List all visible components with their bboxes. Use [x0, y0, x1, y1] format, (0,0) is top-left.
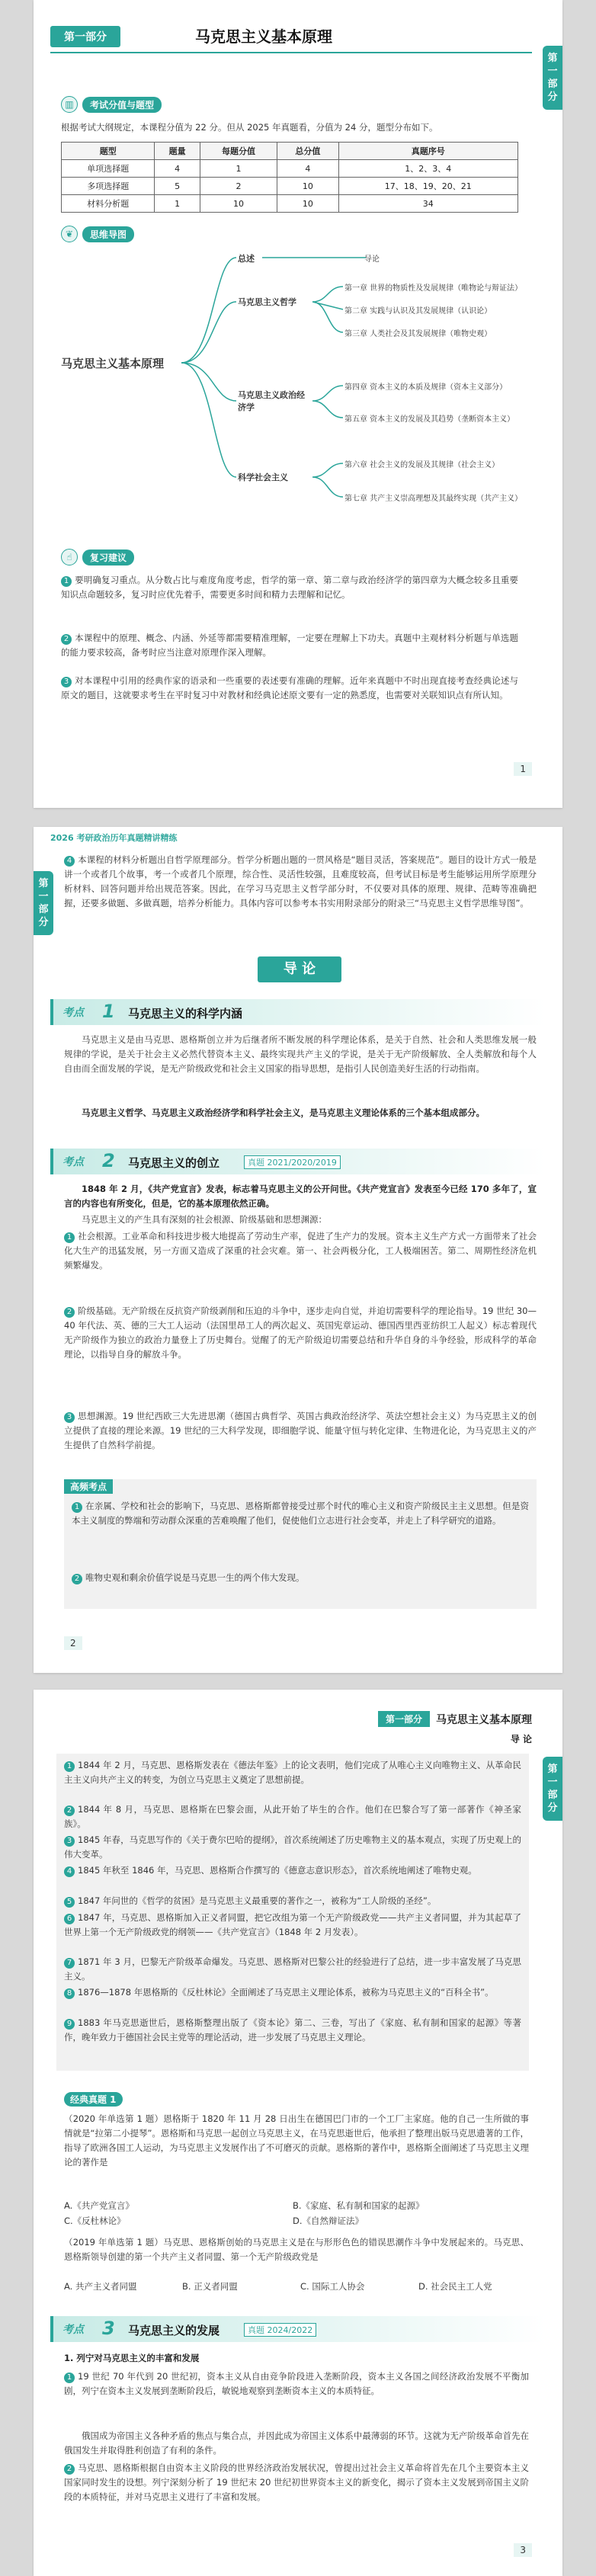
table-cell: 5 [155, 178, 200, 195]
section-exam [61, 96, 162, 113]
exam-question: （2019 年单选第 1 题）马克思、恩格斯创始的马克思主义是在与形形色色的错误思潮作斗争中发展起来的。马克思、恩格斯领导创建的第一个共产主义者同盟、第一个无产阶级政党是 [64, 2237, 529, 2262]
mindmap-branch: 马克思主义哲学 [238, 297, 296, 307]
side-tab-char: 部 [547, 78, 558, 90]
number-badge: 3 [64, 1836, 75, 1847]
side-tab-char: 部 [38, 904, 49, 915]
table-cell: 1 [155, 195, 200, 213]
page-title: 马克思主义基本原理 [436, 1713, 532, 1726]
side-tab-char: 分 [38, 917, 49, 928]
mindmap-root: 马克思主义基本原理 [61, 357, 165, 370]
mindmap-branch: 科学社会主义 [238, 473, 288, 482]
timeline-item [64, 1894, 521, 1908]
running-head: 2026 考研政治历年真题精讲精练 [50, 833, 178, 843]
hand-pointer-icon: ☝ [61, 549, 78, 566]
exam-option: D.《自然辩证法》 [293, 2216, 364, 2226]
table-cell: 材料分析题 [62, 195, 155, 213]
intro-text: 本课程的材料分析题出自哲学原理部分。哲学分析题出题的一贯风格是“题目灵活，答案规范”。题目的设计方式一般是讲一个或者几个故事，考一个或者几个原理，综合性、灵活性较强，且难度较高，但考试目标是考生能够运用所学原理分析材料、回答问题并给出规范答案。因此，在学习马克思主义哲学部分时，不仅要对具体的原理、规律、范畴等准确把握，还要多做题、多做真题，培养分析能力。具体内容可以参考本书实用附录部分的附录三“马克思主义哲学思维导图”。 [64, 854, 537, 908]
page-1 [34, 0, 562, 808]
mindmap-top: 总述 [238, 254, 255, 264]
bar-chart-icon: ▥ [61, 96, 78, 113]
number-badge: 1 [64, 1761, 75, 1772]
number-badge: 3 [64, 1412, 75, 1423]
side-tab-char: 分 [547, 1802, 558, 1814]
number-badge: 3 [61, 677, 72, 687]
number-badge: 1 [61, 576, 72, 587]
mindmap-link [312, 287, 343, 332]
tip-text: 本课程中的原理、概念、内涵、外延等都需要精准理解，一定要在理解上下功夫。真题中主观材料分析题与单选题的能力要求较高，备考时应当注意对原理作深入理解。 [61, 633, 518, 658]
knowledge-point-bar [50, 2316, 546, 2342]
timeline-item [64, 1863, 521, 1878]
table-cell: 1 [200, 160, 277, 178]
kd3-paragraph: 俄国成为帝国主义各种矛盾的焦点与集合点，并因此成为帝国主义体系中最薄弱的环节。这就为无产阶级革命首先在俄国发生并取得胜利创造了有利的条件。 [64, 2430, 529, 2456]
number-badge: 1 [64, 2373, 75, 2383]
box-item [72, 1499, 529, 1528]
kd1-paragraph: 马克思主义是由马克思、恩格斯创立并为后继者所不断发展的科学理论体系，是关于自然、社会和人类思维发展一般规律的学说，是关于社会主义必然代替资本主义、最终实现共产主义的学说，是关于无产阶级解放、全人类解放和每个人自由而全面发展的学说，是无产阶级政党和社会主义国家的指导思想，是指引人民创造美好生活的行动指南。 [64, 1034, 537, 1074]
exam-option: A.《共产党宣言》 [64, 2200, 134, 2211]
page-subtitle: 导 论 [510, 1734, 532, 1745]
number-badge: 5 [64, 1897, 75, 1908]
exam-year-tag: 真题 2024/2022 [244, 2323, 316, 2337]
table-cell: 4 [155, 160, 200, 178]
mindmap-leaf: 第六章 社会主义的发展及其规律（社会主义） [344, 461, 500, 469]
knowledge-point-bar [50, 999, 546, 1025]
table-cell: 2 [200, 178, 277, 195]
number-badge: 1 [64, 1232, 75, 1243]
kd2-paragraph: 1848 年 2 月，《共产党宣言》发表，标志着马克思主义的公开问世。《共产党宣言》发表至今已经 170 多年了，宣言的内容也有所变化，但是，它的基本原理依然正确。 [64, 1184, 537, 1209]
timeline-item [64, 1802, 521, 1831]
kd-title: 马克思主义的创立 [128, 1156, 220, 1170]
mindmap-leaf: 第四章 资本主义的本质及规律（资本主义部分） [344, 383, 508, 392]
mindmap-link [312, 463, 343, 497]
section-mindmap [61, 226, 134, 242]
tip-item [61, 674, 518, 703]
box-item-text: 唯物史观和剩余价值学说是马克思一生的两个伟大发现。 [85, 1572, 305, 1583]
section-label: 复习建议 [82, 549, 134, 566]
side-tab-char: 一 [38, 891, 49, 902]
table-row [62, 160, 518, 178]
kd2-item-text: 思想渊源。19 世纪西欧三大先进思潮（德国古典哲学、英国古典政治经济学、英法空想社会主义）为马克思主义的创立提供了直接的理论来源。19 世纪的三大科学发现，即细胞学说、能量守恒与转化定律、生物进化论，为马克思主义的产生提供了自然科学前提。 [64, 1411, 537, 1450]
mindmap-leaf: 第五章 资本主义的发展及其趋势（垄断资本主义） [344, 415, 515, 424]
timeline-text: 1845 年秋至 1846 年，马克思、恩格斯合作撰写的《德意志意识形态》，首次系统地阐述了唯物史观。 [78, 1865, 477, 1876]
side-tab [34, 871, 53, 935]
number-badge: 4 [64, 856, 75, 867]
part-badge: 第一部分 [50, 26, 120, 47]
number-badge: 2 [72, 1574, 82, 1584]
part-badge: 第一部分 [378, 1711, 430, 1727]
timeline-text: 1847 年，马克思、恩格斯加入正义者同盟，把它改组为第一个无产阶级政党——共产主义者同盟，并为其起草了世界上第一个无产阶级政党的纲领——《共产党宣言》（1848 年 2 月发表）。 [64, 1912, 521, 1937]
side-tab-char: 第 [547, 1764, 558, 1775]
number-badge: 6 [64, 1914, 75, 1924]
timeline-text: 1883 年马克思逝世后，恩格斯整理出版了《资本论》第二、三卷，写出了《家庭、私有制和国家的起源》等著作，晚年致力于德国社会民主党等的理论活动，进一步发展了马克思主义理论。 [64, 2017, 521, 2043]
exam-intro: 根据考试大纲规定，本课程分值为 22 分。但从 2025 年真题看，分值为 24 分，题型分布如下。 [61, 122, 438, 133]
mindmap-link [181, 258, 236, 363]
kd3-item-text: 马克思、恩格斯根据自由资本主义阶段的世界经济政治发展状况，曾提出过社会主义革命将首先在几个主要资本主义国家同时发生的设想。列宁深刻分析了 19 世纪末 20 世纪初世界资本主义的新变化，揭示了资本主义发展到帝国主义阶段的本质特征，并对马克思主义进行了丰富和发展。 [64, 2462, 529, 2502]
page-number: 3 [514, 2543, 532, 2557]
table-cell: 17、18、19、20、21 [338, 178, 517, 195]
section-tips [61, 549, 134, 566]
page-number: 2 [64, 1636, 82, 1650]
exam-option: A. 共产主义者同盟 [64, 2281, 137, 2292]
kd-number: 1 [102, 1001, 115, 1022]
kd-title: 马克思主义的科学内涵 [128, 1007, 243, 1020]
number-badge: 1 [72, 1502, 82, 1513]
table-header: 每题分值 [200, 143, 277, 160]
timeline-text: 1876—1878 年恩格斯的《反杜林论》全面阐述了马克思主义理论体系，被称为马克思主义的“百科全书”。 [78, 1987, 494, 1998]
exam-option: C.《反杜林论》 [64, 2216, 126, 2226]
kd2-item [64, 1304, 537, 1362]
mindmap-leaf: 第三章 人类社会及其发展规律（唯物史观） [344, 330, 492, 338]
page-3 [34, 1690, 562, 2576]
table-cell: 单项选择题 [62, 160, 155, 178]
table-row [62, 178, 518, 195]
kd3-item-text: 19 世纪 70 年代到 20 世纪初，资本主义从自由竞争阶段进入垄断阶段，资本主义各国之间经济政治发展不平衡加剧，列宁在资本主义发展到垄断阶段后，敏锐地观察到垄断资本主义的本质特征。 [64, 2371, 529, 2396]
table-header: 总分值 [277, 143, 338, 160]
table-header: 真题序号 [338, 143, 517, 160]
knowledge-point-bar [50, 1149, 546, 1174]
kd-title: 马克思主义的发展 [128, 2324, 220, 2337]
kd2-item-text: 社会根源。工业革命和科技进步极大地提高了劳动生产率，促进了生产力的发展。资本主义生产方式一方面带来了社会化大生产的迅猛发展，另一方面又造成了深重的社会灾难。第一、社会两极分化，工人极端困苦。第二、周期性经济危机频繁爆发。 [64, 1231, 537, 1270]
table-cell: 10 [277, 195, 338, 213]
mindmap-leaf: 第一章 世界的物质性及发展规律（唯物论与辩证法） [344, 284, 523, 293]
kd2-item [64, 1229, 537, 1273]
exam-box-title: 经典真题 1 [64, 2092, 123, 2107]
exam-question: （2020 年单选第 1 题）恩格斯于 1820 年 11 月 28 日出生在德国巴门市的一个工厂主家庭。他的自己一生所做的事情就是“拉第二小提琴”。恩格斯和马克思一起创立马克思主义，在马克思逝世后，他承担了整理出版马克思遗著的工作，指导了欧洲各国工人运动，为马克思主义发展作出了不可磨灭的贡献。恩格斯的著作中，恩格斯全面阐述了马克思主义理论的著作是 [64, 2113, 529, 2167]
side-tab [543, 46, 562, 110]
table-cell: 10 [277, 178, 338, 195]
side-tab-char: 第 [547, 53, 558, 64]
kd3-item [64, 2369, 529, 2398]
kd-number: 2 [102, 1150, 115, 1171]
score-table [61, 142, 518, 213]
table-cell: 1、2、3、4 [338, 160, 517, 178]
mindmap-link [312, 386, 343, 418]
table-cell: 34 [338, 195, 517, 213]
intro-paragraph [64, 853, 537, 911]
kd-number: 3 [102, 2318, 115, 2339]
kd3-subheading: 1. 列宁对马克思主义的丰富和发展 [64, 2353, 200, 2363]
timeline-item [64, 1955, 521, 1984]
mindmap-link [181, 363, 236, 477]
timeline-item [64, 2016, 521, 2045]
kd2-item-text: 阶级基础。无产阶级在反抗资产阶级剥削和压迫的斗争中，逐步走向自觉，并迫切需要科学的理论指导。19 世纪 30—40 年代法、英、德的三大工人运动（法国里昂工人的两次起义、英国宪章运动、德国西里西亚纺织工人起义）标志着现代无产阶级作为独立的政治力量登上了历史舞台。觉醒了的无产阶级迫切需要总结和升华自身的斗争经验，形成科学的革命理论，以指导自身的解放斗争。 [64, 1306, 537, 1360]
kd-label: 考点 [62, 1156, 84, 1168]
number-badge: 7 [64, 1958, 75, 1969]
side-tab-char: 部 [547, 1789, 558, 1801]
mindmap-link [181, 363, 236, 401]
tree-icon: ❦ [61, 226, 78, 242]
mindmap-leaf: 第七章 共产主义崇高理想及其最终实现（共产主义） [344, 495, 523, 503]
number-badge: 8 [64, 1988, 75, 1999]
chapter-heading: 导 论 [258, 956, 341, 982]
number-badge: 9 [64, 2019, 75, 2030]
kd-label: 考点 [62, 2324, 84, 2336]
timeline-item [64, 1985, 521, 2000]
mindmap-branch: 马克思主义政治经济学 [238, 390, 305, 412]
section-label: 考试分值与题型 [82, 97, 162, 113]
timeline-text: 1871 年 3 月，巴黎无产阶级革命爆发。马克思、恩格斯对巴黎公社的经验进行了总结，进一步丰富发展了马克思主义。 [64, 1956, 521, 1982]
timeline-text: 1845 年春，马克思写作的《关于费尔巴哈的提纲》，首次系统阐述了历史唯物主义的基本观点，实现了历史观上的伟大变革。 [64, 1834, 521, 1860]
kd3-item [64, 2461, 529, 2504]
number-badge: 2 [64, 2464, 75, 2475]
number-badge: 4 [64, 1866, 75, 1877]
mindmap-link [181, 302, 236, 363]
timeline-item [64, 1758, 521, 1787]
box-title: 高频考点 [64, 1479, 113, 1494]
page-header [378, 1711, 532, 1727]
side-tab-char: 分 [547, 91, 558, 103]
page-header [50, 21, 532, 53]
kd2-item [64, 1409, 537, 1453]
exam-option: D. 社会民主工人党 [418, 2281, 492, 2292]
tip-text: 要明确复习重点。从分数占比与难度角度考虑，哲学的第一章、第二章与政治经济学的第四章为大概念较多且重要知识点命题较多，复习时应优先着手，需要更多时间和精力去理解和记忆。 [61, 575, 518, 600]
tip-item [61, 573, 518, 602]
table-cell: 10 [200, 195, 277, 213]
timeline-item [64, 1833, 521, 1862]
exam-option: B.《家庭、私有制和国家的起源》 [293, 2200, 425, 2211]
table-header: 题型 [62, 143, 155, 160]
number-badge: 2 [64, 1805, 75, 1816]
mindmap-leaf: 第二章 实践与认识及其发展规律（认识论） [344, 307, 492, 316]
timeline-text: 1844 年 8 月，马克思、恩格斯在巴黎会面，从此开始了毕生的合作。他们在巴黎合写了第一部著作《神圣家族》。 [64, 1804, 521, 1829]
box-item [72, 1571, 529, 1585]
table-header-row [62, 143, 518, 160]
timeline-item [64, 1911, 521, 1940]
page-number: 1 [514, 762, 532, 776]
kd-label: 考点 [62, 1007, 84, 1019]
page-2 [34, 827, 562, 1673]
kd2-paragraph: 马克思主义的产生具有深刻的社会根源、阶级基础和思想渊源： [82, 1214, 327, 1225]
side-tab [543, 1757, 562, 1821]
table-cell: 多项选择题 [62, 178, 155, 195]
number-badge: 2 [61, 634, 72, 645]
tip-item [61, 631, 518, 660]
kd1-paragraph: 马克思主义哲学、马克思主义政治经济学和科学社会主义，是马克思主义理论体系的三个基本组成部分。 [82, 1107, 485, 1118]
box-item-text: 在亲属、学校和社会的影响下，马克思、恩格斯都曾接受过那个时代的唯心主义和资产阶级民主主义思想。但是资本主义制度的弊端和劳动群众深重的苦难唤醒了他们，促使他们立志进行社会变革，并走上了科学研究的道路。 [72, 1501, 529, 1526]
side-tab-char: 一 [547, 1777, 558, 1788]
page-title: 马克思主义基本原理 [195, 27, 332, 46]
exam-option: C. 国际工人协会 [300, 2281, 365, 2292]
timeline-text: 1844 年 2 月，马克思、恩格斯发表在《德法年鉴》上的论文表明，他们完成了从唯心主义向唯物主义、从革命民主主义向共产主义的转变，为创立马克思主义奠定了思想前提。 [64, 1760, 521, 1785]
table-cell: 4 [277, 160, 338, 178]
section-label: 思维导图 [82, 226, 134, 242]
table-row [62, 195, 518, 213]
table-header: 题量 [155, 143, 200, 160]
timeline-text: 1847 年问世的《哲学的贫困》是马克思主义最重要的著作之一，被称为“工人阶级的圣经”。 [78, 1895, 437, 1906]
exam-option: B. 正义者同盟 [182, 2281, 238, 2292]
side-tab-char: 一 [547, 66, 558, 77]
mindmap-top-child: 导论 [364, 255, 380, 264]
number-badge: 2 [64, 1307, 75, 1318]
side-tab-char: 第 [38, 878, 49, 889]
exam-year-tag: 真题 2021/2020/2019 [244, 1155, 341, 1169]
tip-text: 对本课程中引用的经典作家的语录和一些重要的表述要有准确的理解。近年来真题中不时出现直接考查经典论述与原文的题目，这就要求考生在平时复习中对教材和经典论述原文要有一定的熟悉度，也需要对关联知识点有所认知。 [61, 675, 518, 700]
